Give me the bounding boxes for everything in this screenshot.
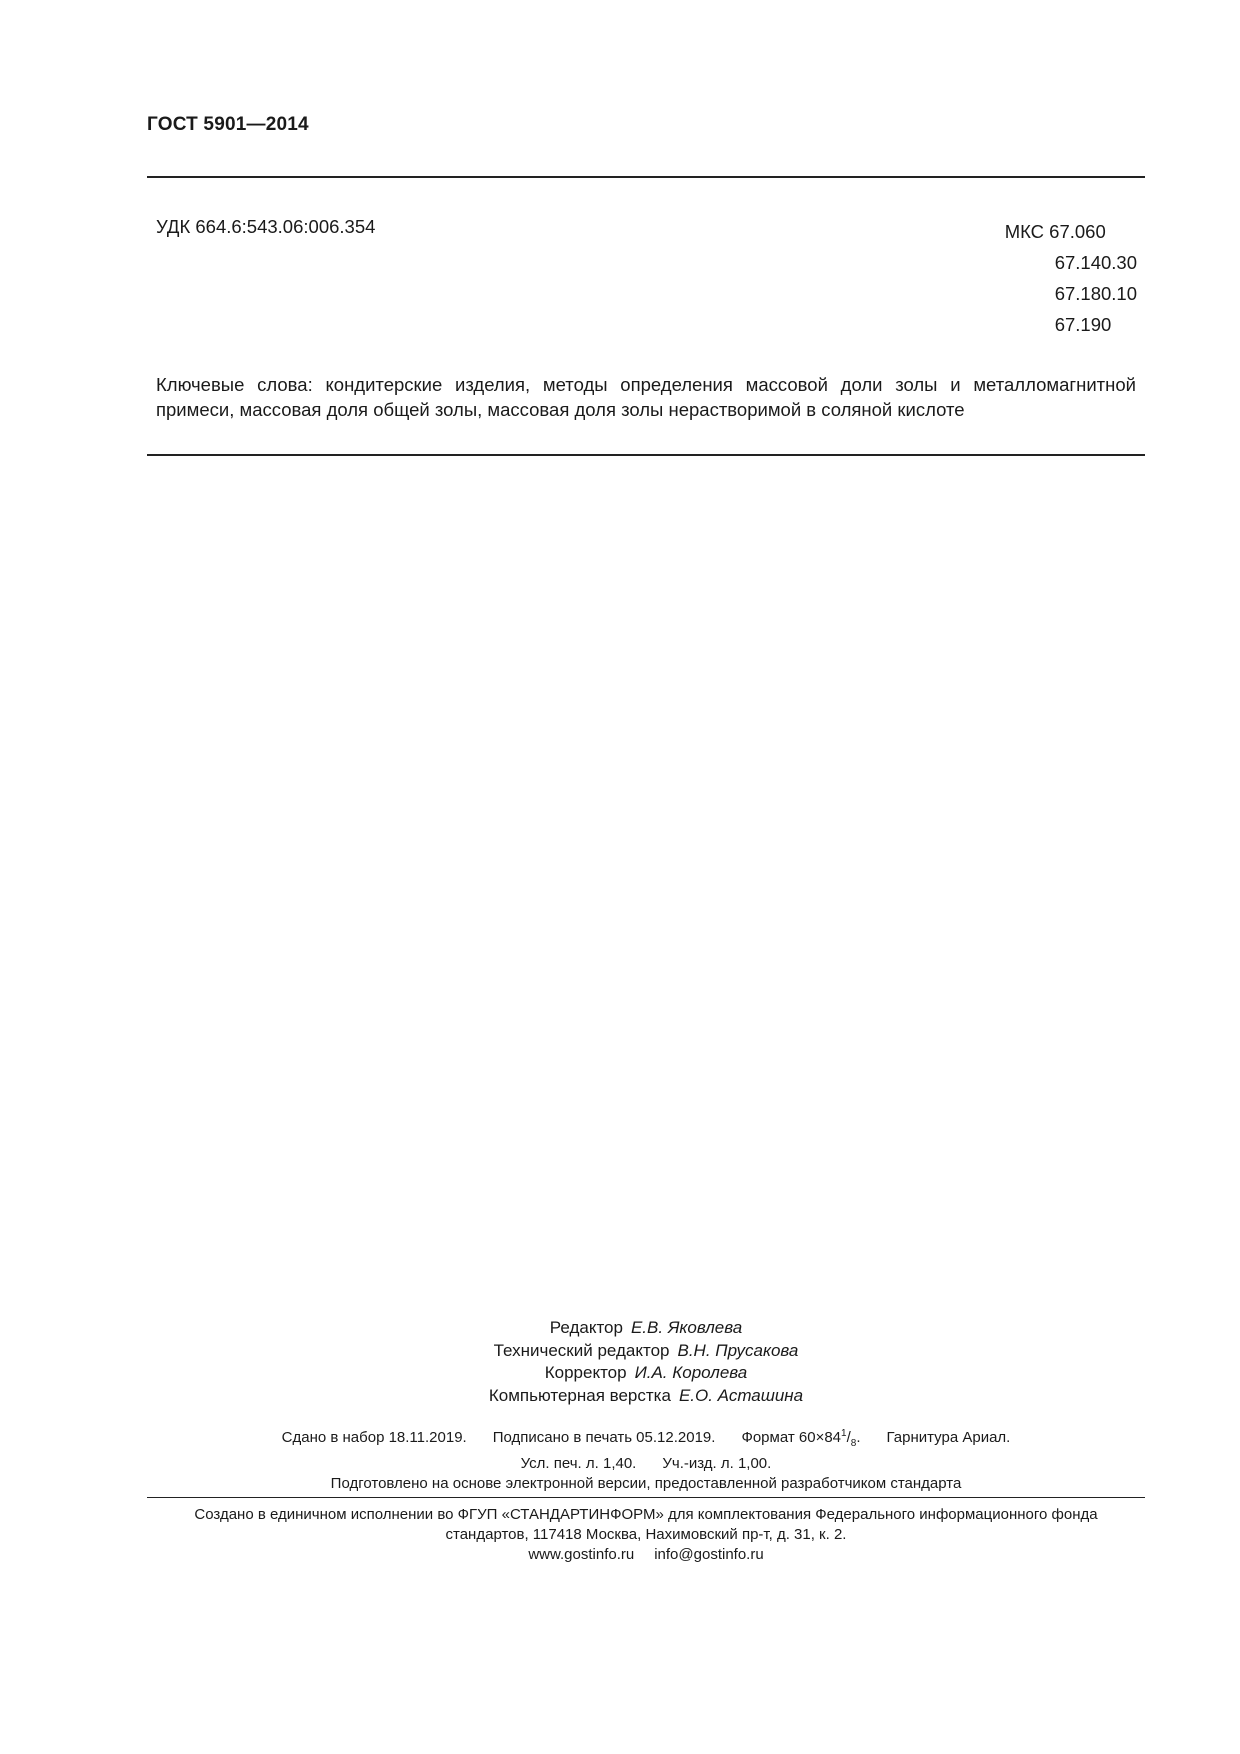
prepared-note: Подготовлено на основе электронной версии, предоставленной разработчиком стандарта bbox=[330, 1475, 962, 1492]
credit-label: Технический редактор bbox=[493, 1340, 670, 1360]
publisher-contacts bbox=[147, 1545, 1145, 1565]
typeface: Гарнитура Ариал. bbox=[886, 1429, 1011, 1446]
credit-name: Е.О. Асташина bbox=[678, 1385, 804, 1405]
credit-name: Е.В. Яковлева bbox=[630, 1318, 743, 1337]
credit-label: Корректор bbox=[544, 1363, 627, 1382]
publisher-block bbox=[147, 1505, 1145, 1565]
mks-code: 67.140.30 bbox=[1054, 252, 1137, 273]
credit-name: В.Н. Прусакова bbox=[677, 1340, 799, 1360]
website-link[interactable]: www.gostinfo.ru bbox=[528, 1546, 635, 1563]
credit-editor bbox=[147, 1317, 1145, 1340]
keywords-paragraph: Ключевые слова: кондитерские изделия, методы определения массовой доли золы и металломагнитной примеси, массовая доля общей золы, массовая доля золы нерастворимой в соляной кислоте bbox=[156, 374, 1136, 420]
paper-format bbox=[741, 1428, 861, 1449]
credit-tech-editor bbox=[147, 1340, 1145, 1363]
typeset-date: Сдано в набор 18.11.2019. bbox=[281, 1429, 467, 1446]
publisher-line-2: стандартов, 117418 Москва, Нахимовский пр-т, д. 31, к. 2. bbox=[445, 1526, 847, 1543]
format-prefix: Формат 60×84 bbox=[741, 1429, 842, 1446]
middle-divider bbox=[147, 454, 1145, 456]
document-code: ГОСТ 5901—2014 bbox=[147, 114, 309, 135]
print-sheets: Усл. печ. л. 1,40. bbox=[520, 1455, 637, 1472]
format-slash: / bbox=[846, 1429, 851, 1446]
print-info-block bbox=[147, 1424, 1145, 1494]
email-link[interactable]: info@gostinfo.ru bbox=[654, 1546, 764, 1563]
publication-sheets: Уч.-изд. л. 1,00. bbox=[662, 1455, 772, 1472]
signed-date: Подписано в печать 05.12.2019. bbox=[492, 1429, 716, 1446]
credit-label: Компьютерная верстка bbox=[488, 1385, 671, 1405]
top-divider bbox=[147, 176, 1145, 178]
udc-code: УДК 664.6:543.06:006.354 bbox=[156, 216, 376, 237]
credit-label: Редактор bbox=[549, 1318, 623, 1337]
format-suffix: . bbox=[856, 1429, 861, 1446]
mks-label: МКС bbox=[1004, 221, 1045, 242]
mks-code: 67.190 bbox=[1054, 314, 1112, 335]
mks-line-1 bbox=[1005, 216, 1137, 247]
bottom-divider bbox=[147, 1497, 1145, 1498]
mks-code: 67.060 bbox=[1049, 221, 1106, 242]
publisher-line-1: Создано в единичном исполнении во ФГУП «СТАНДАРТИНФОРМ» для комплектования Федерального информационного фонда bbox=[194, 1506, 1098, 1523]
print-info-line-1 bbox=[147, 1424, 1145, 1454]
print-info-line-2 bbox=[147, 1454, 1145, 1474]
credit-name: И.А. Королева bbox=[634, 1363, 748, 1382]
credit-corrector bbox=[147, 1362, 1145, 1385]
format-sub: 8 bbox=[850, 1438, 857, 1449]
credit-layout bbox=[147, 1385, 1145, 1408]
format-sup: 1 bbox=[841, 1428, 847, 1439]
mks-code: 67.180.10 bbox=[1054, 283, 1137, 304]
credits-block bbox=[147, 1317, 1145, 1407]
mks-codes bbox=[1005, 216, 1137, 340]
